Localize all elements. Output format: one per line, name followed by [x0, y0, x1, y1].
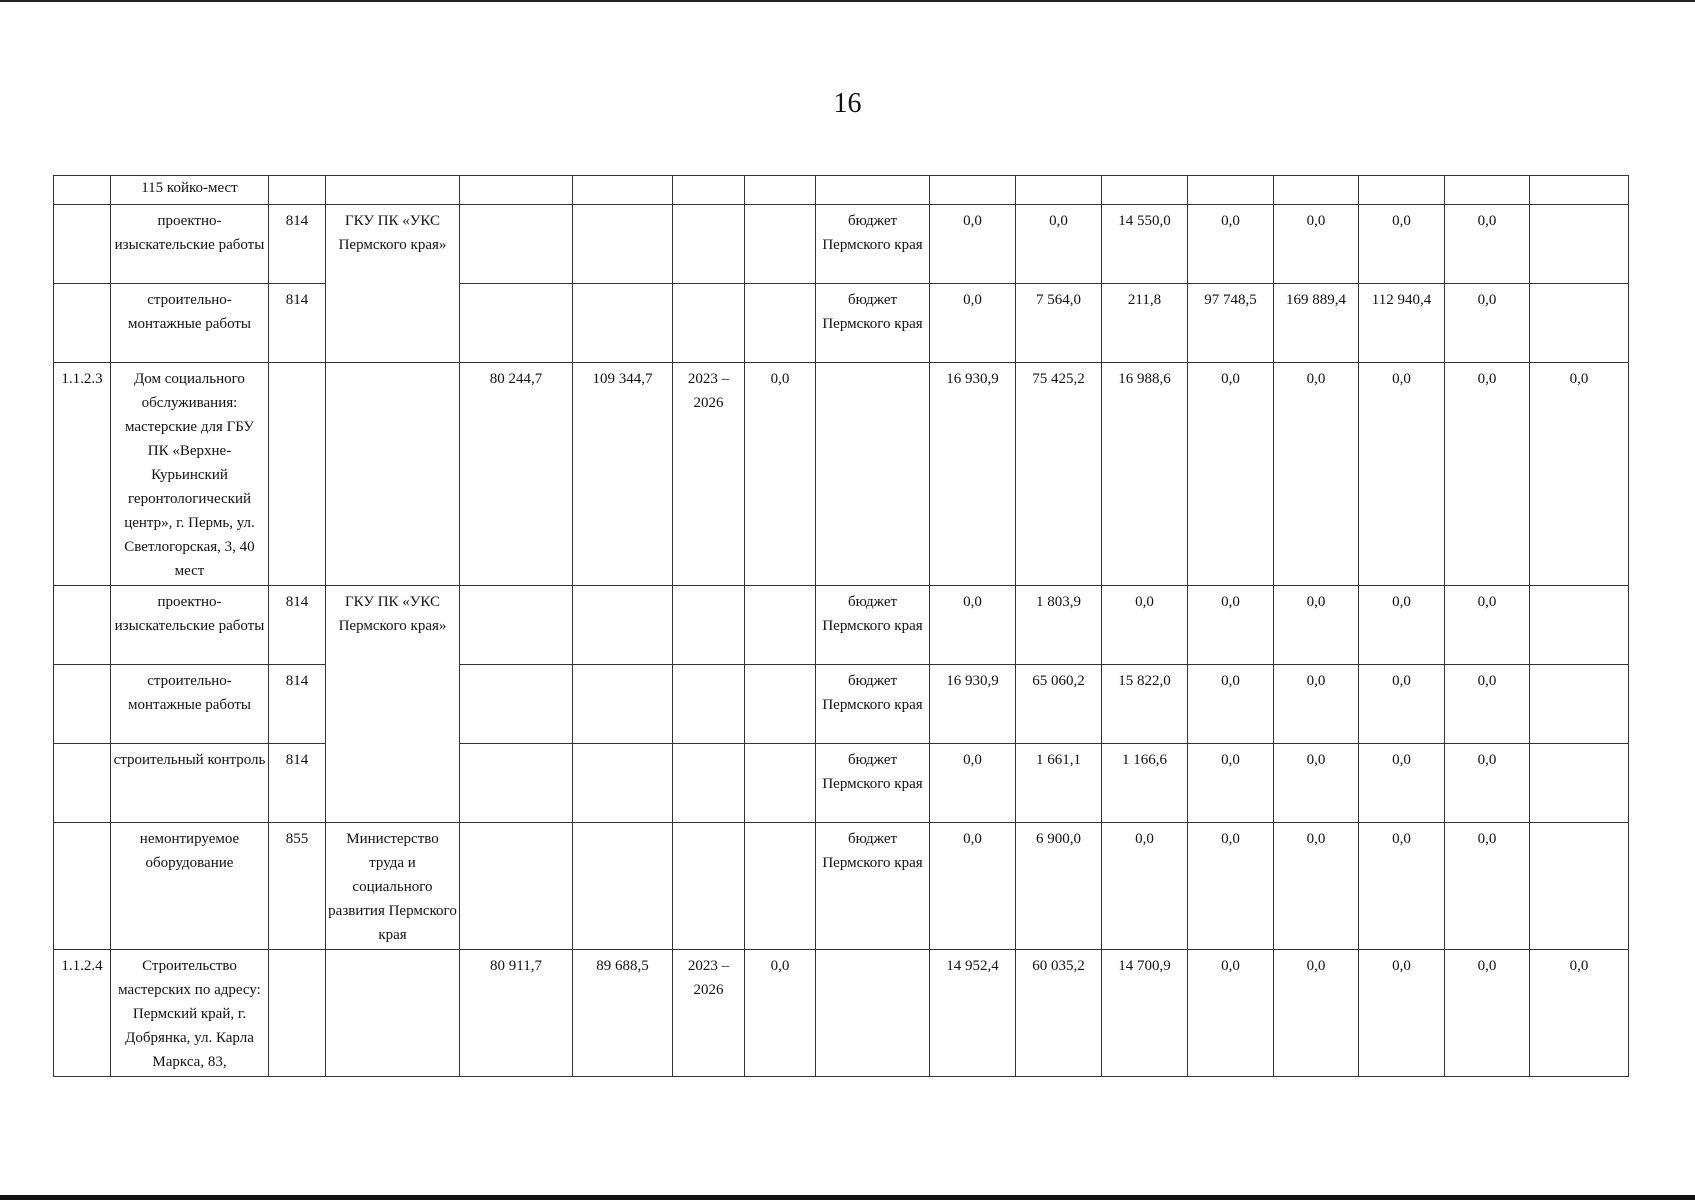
- cell-value: 14 952,4: [930, 950, 1016, 1077]
- cell-value: 0,0: [1530, 950, 1629, 1077]
- cell-value: [1016, 176, 1102, 205]
- cell-value: 0,0: [1445, 363, 1530, 586]
- cell-value: [1274, 176, 1359, 205]
- cell-code: 855: [269, 823, 326, 950]
- cell-cost-total: [573, 176, 673, 205]
- cell-executor: [326, 176, 460, 205]
- cell-previous: [745, 665, 816, 744]
- cell-value: 0,0: [1359, 823, 1445, 950]
- top-border-line: [0, 0, 1695, 2]
- cell-cost-estimate: [460, 205, 573, 284]
- cell-previous: [745, 284, 816, 363]
- cell-executor: ГКУ ПК «УКС Пермского края»: [326, 205, 460, 363]
- cell-code: 814: [269, 665, 326, 744]
- cell-value: 0,0: [1274, 950, 1359, 1077]
- cell-number: [54, 823, 111, 950]
- cell-cost-estimate: [460, 744, 573, 823]
- cell-value: 14 700,9: [1102, 950, 1188, 1077]
- cell-value: 0,0: [1274, 205, 1359, 284]
- cell-period: 2023 – 2026: [673, 950, 745, 1077]
- cell-name: проектно-изыскательские работы: [111, 205, 269, 284]
- cell-period: [673, 205, 745, 284]
- cell-value: 6 900,0: [1016, 823, 1102, 950]
- cell-value: 0,0: [1359, 363, 1445, 586]
- cell-value: 0,0: [1188, 363, 1274, 586]
- cell-name: немонтируемое оборудование: [111, 823, 269, 950]
- cell-value: 0,0: [1188, 950, 1274, 1077]
- cell-value: [1530, 284, 1629, 363]
- cell-value: 0,0: [1359, 586, 1445, 665]
- cell-number: 1.1.2.3: [54, 363, 111, 586]
- cell-cost-total: 109 344,7: [573, 363, 673, 586]
- cell-cost-total: [573, 284, 673, 363]
- cell-value: 1 803,9: [1016, 586, 1102, 665]
- cell-period: [673, 586, 745, 665]
- cell-value: 97 748,5: [1188, 284, 1274, 363]
- cell-value: 0,0: [1188, 586, 1274, 665]
- cell-number: [54, 744, 111, 823]
- cell-source: бюджет Пермского края: [816, 744, 930, 823]
- cell-value: 0,0: [1359, 665, 1445, 744]
- cell-number: [54, 586, 111, 665]
- cell-value: 0,0: [1359, 205, 1445, 284]
- cell-previous: 0,0: [745, 363, 816, 586]
- cell-value: [1445, 176, 1530, 205]
- cell-value: 0,0: [930, 744, 1016, 823]
- cell-name: строительно-монтажные работы: [111, 665, 269, 744]
- cell-value: 0,0: [1445, 205, 1530, 284]
- cell-value: 0,0: [1445, 284, 1530, 363]
- cell-period: [673, 823, 745, 950]
- table-row: [54, 586, 1629, 665]
- cell-cost-estimate: [460, 665, 573, 744]
- cell-value: 1 661,1: [1016, 744, 1102, 823]
- cell-cost-total: [573, 205, 673, 284]
- table-row: [54, 744, 1629, 823]
- table-row: [54, 950, 1629, 1077]
- cell-value: 0,0: [1188, 205, 1274, 284]
- cell-value: 169 889,4: [1274, 284, 1359, 363]
- cell-value: [1530, 744, 1629, 823]
- cell-value: 15 822,0: [1102, 665, 1188, 744]
- table-row: [54, 665, 1629, 744]
- cell-period: [673, 665, 745, 744]
- cell-name: строительный контроль: [111, 744, 269, 823]
- cell-value: 0,0: [1274, 363, 1359, 586]
- cell-cost-estimate: [460, 284, 573, 363]
- bottom-border-line: [0, 1195, 1695, 1200]
- cell-number: [54, 284, 111, 363]
- cell-code: 814: [269, 205, 326, 284]
- cell-name: строительно-монтажные работы: [111, 284, 269, 363]
- cell-previous: [745, 205, 816, 284]
- cell-period: 2023 – 2026: [673, 363, 745, 586]
- cell-value: 211,8: [1102, 284, 1188, 363]
- cell-source: [816, 363, 930, 586]
- cell-value: 0,0: [1188, 665, 1274, 744]
- cell-value: 0,0: [1102, 823, 1188, 950]
- cell-value: 0,0: [1274, 744, 1359, 823]
- cell-source: [816, 176, 930, 205]
- cell-value: 75 425,2: [1016, 363, 1102, 586]
- cell-cost-total: [573, 823, 673, 950]
- cell-value: 0,0: [1359, 950, 1445, 1077]
- cell-period: [673, 284, 745, 363]
- cell-value: 0,0: [1359, 744, 1445, 823]
- cell-code: [269, 176, 326, 205]
- cell-value: 0,0: [930, 823, 1016, 950]
- cell-value: [1530, 586, 1629, 665]
- cell-value: 0,0: [930, 284, 1016, 363]
- cell-value: 0,0: [1274, 823, 1359, 950]
- cell-value: 0,0: [1274, 665, 1359, 744]
- cell-previous: [745, 744, 816, 823]
- cell-value: 14 550,0: [1102, 205, 1188, 284]
- cell-code: 814: [269, 744, 326, 823]
- page-number: 16: [833, 88, 862, 119]
- budget-table: [53, 175, 1629, 1077]
- cell-cost-total: [573, 586, 673, 665]
- cell-previous: [745, 176, 816, 205]
- cell-previous: [745, 586, 816, 665]
- cell-value: 0,0: [1102, 586, 1188, 665]
- cell-value: [930, 176, 1016, 205]
- cell-value: 0,0: [1445, 586, 1530, 665]
- cell-value: 0,0: [930, 586, 1016, 665]
- cell-source: бюджет Пермского края: [816, 586, 930, 665]
- cell-cost-estimate: [460, 586, 573, 665]
- cell-value: 16 930,9: [930, 363, 1016, 586]
- cell-value: 0,0: [1188, 744, 1274, 823]
- cell-value: [1530, 176, 1629, 205]
- cell-cost-estimate: [460, 176, 573, 205]
- cell-number: [54, 665, 111, 744]
- cell-cost-estimate: 80 244,7: [460, 363, 573, 586]
- cell-value: [1359, 176, 1445, 205]
- cell-source: бюджет Пермского края: [816, 284, 930, 363]
- cell-code: [269, 950, 326, 1077]
- table-row: [54, 284, 1629, 363]
- table-row: [54, 176, 1629, 205]
- cell-value: 0,0: [1445, 823, 1530, 950]
- cell-value: 0,0: [1445, 744, 1530, 823]
- cell-cost-total: [573, 744, 673, 823]
- table-row: [54, 363, 1629, 586]
- cell-value: 1 166,6: [1102, 744, 1188, 823]
- cell-value: [1530, 205, 1629, 284]
- cell-cost-total: 89 688,5: [573, 950, 673, 1077]
- cell-executor: ГКУ ПК «УКС Пермского края»: [326, 586, 460, 823]
- cell-code: [269, 363, 326, 586]
- cell-value: 112 940,4: [1359, 284, 1445, 363]
- cell-number: 1.1.2.4: [54, 950, 111, 1077]
- cell-name: Строительство мастерских по адресу: Пермский край, г. Добрянка, ул. Карла Маркса, 83,: [111, 950, 269, 1077]
- cell-period: [673, 744, 745, 823]
- cell-cost-total: [573, 665, 673, 744]
- cell-value: 65 060,2: [1016, 665, 1102, 744]
- cell-value: 0,0: [1016, 205, 1102, 284]
- cell-number: [54, 205, 111, 284]
- cell-source: бюджет Пермского края: [816, 205, 930, 284]
- cell-value: 0,0: [1445, 665, 1530, 744]
- cell-value: [1188, 176, 1274, 205]
- cell-value: 16 930,9: [930, 665, 1016, 744]
- cell-previous: [745, 823, 816, 950]
- cell-cost-estimate: [460, 823, 573, 950]
- cell-name: 115 койко-мест: [111, 176, 269, 205]
- cell-value: [1102, 176, 1188, 205]
- cell-source: бюджет Пермского края: [816, 665, 930, 744]
- table-row: [54, 205, 1629, 284]
- cell-name: проектно-изыскательские работы: [111, 586, 269, 665]
- cell-executor: [326, 950, 460, 1077]
- cell-value: 16 988,6: [1102, 363, 1188, 586]
- cell-period: [673, 176, 745, 205]
- cell-value: [1530, 665, 1629, 744]
- cell-code: 814: [269, 284, 326, 363]
- cell-previous: 0,0: [745, 950, 816, 1077]
- cell-cost-estimate: 80 911,7: [460, 950, 573, 1077]
- cell-source: [816, 950, 930, 1077]
- cell-executor: [326, 363, 460, 586]
- cell-source: бюджет Пермского края: [816, 823, 930, 950]
- cell-value: 60 035,2: [1016, 950, 1102, 1077]
- cell-name: Дом социального обслуживания: мастерские для ГБУ ПК «Верхне-Курьинский геронтологический центр», г. Пермь, ул. Светлогорская, 3, 40 мест: [111, 363, 269, 586]
- cell-value: 0,0: [1274, 586, 1359, 665]
- cell-value: 0,0: [930, 205, 1016, 284]
- cell-number: [54, 176, 111, 205]
- cell-value: 0,0: [1445, 950, 1530, 1077]
- cell-value: 0,0: [1530, 363, 1629, 586]
- table-row: [54, 823, 1629, 950]
- cell-executor: Министерство труда и социального развития Пермского края: [326, 823, 460, 950]
- cell-code: 814: [269, 586, 326, 665]
- cell-value: 0,0: [1188, 823, 1274, 950]
- cell-value: [1530, 823, 1629, 950]
- cell-value: 7 564,0: [1016, 284, 1102, 363]
